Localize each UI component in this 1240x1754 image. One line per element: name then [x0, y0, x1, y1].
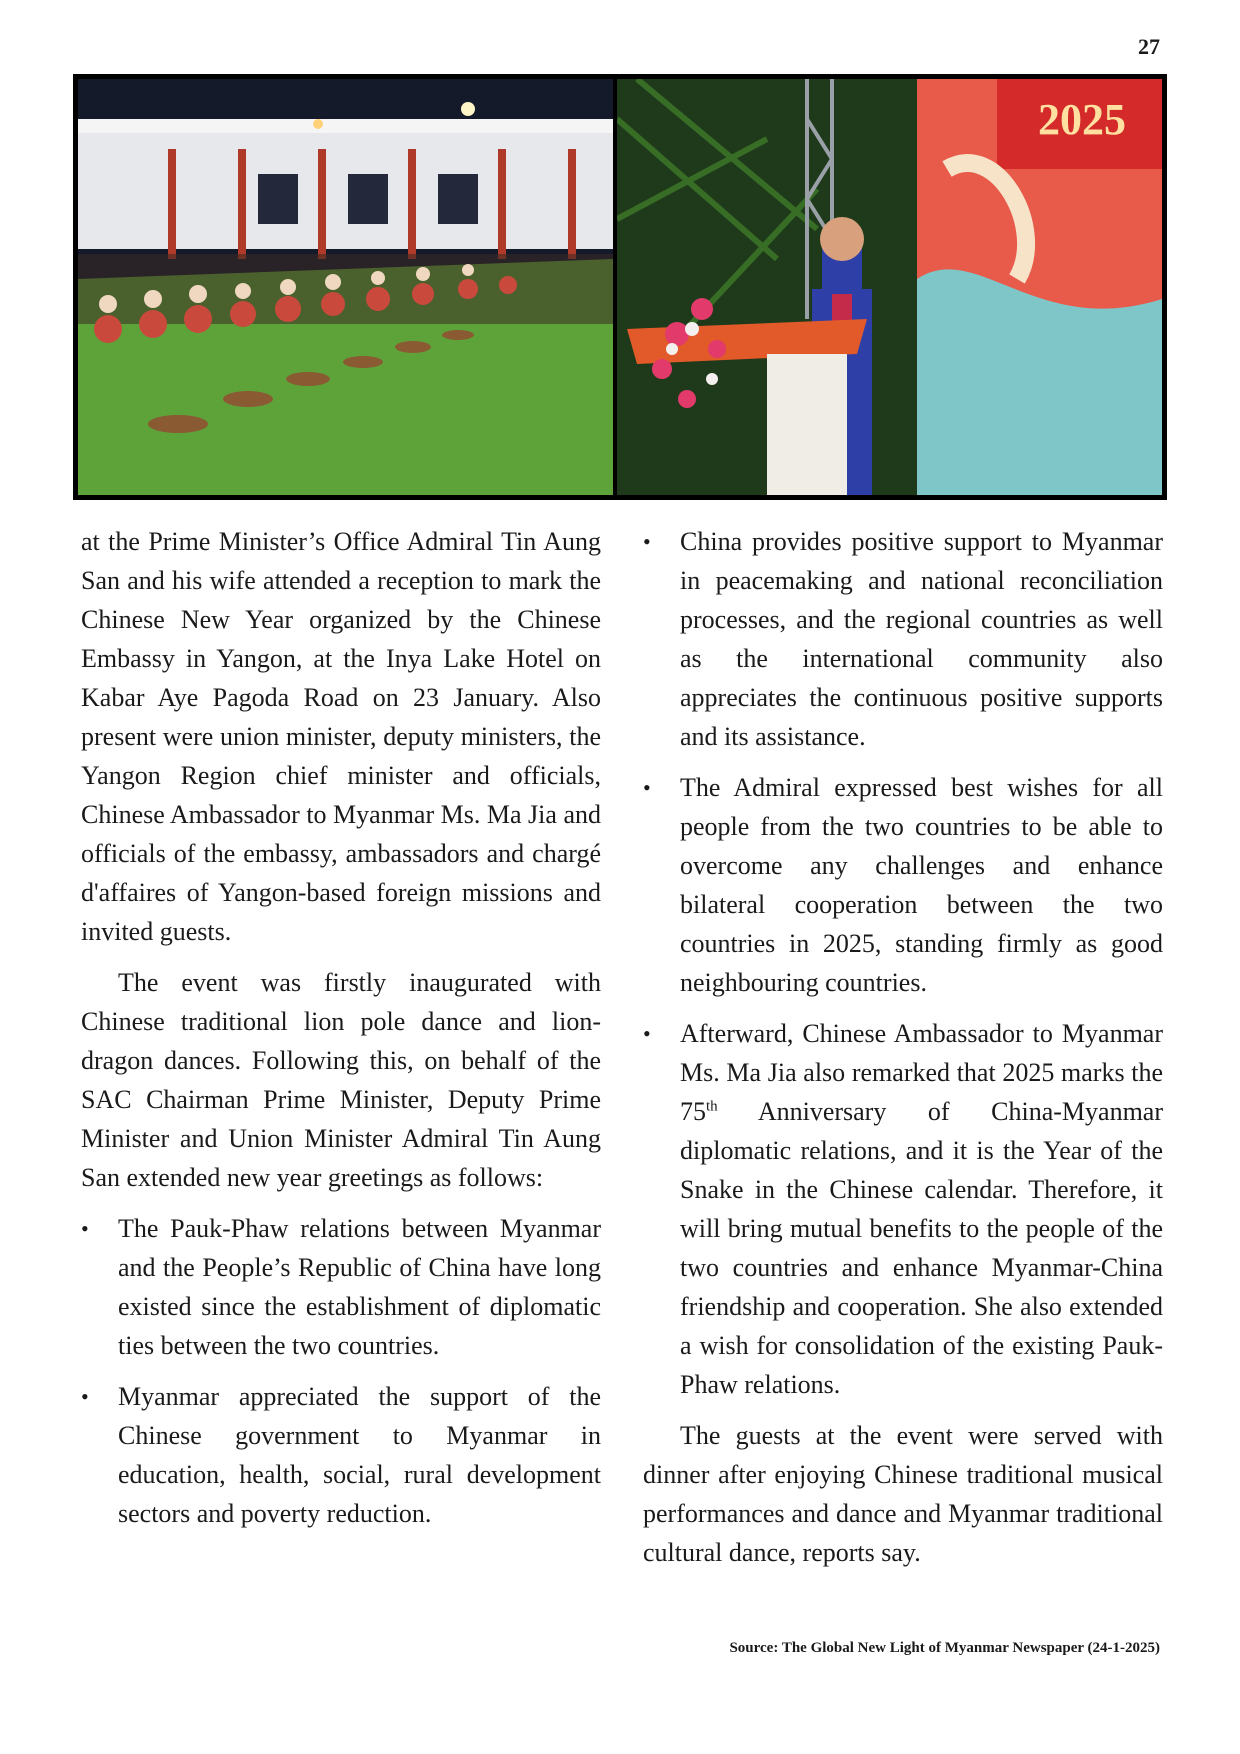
bullet-text: [680, 1019, 1163, 1399]
bullet-text-part: Anniversary of China-Myanmar diplomatic relations, and it is the Year of the Snake in the Chinese calendar. Therefore, it will bring mutual benefits to the people of the two countries and enhance Myanmar-China friendship and cooperation. She also extended a wish for consolidation of the existing Pauk-Phaw relations.: [680, 1097, 1163, 1399]
list-item: [643, 768, 1163, 1002]
bullet-icon: •: [643, 529, 651, 554]
bullet-icon: •: [81, 1216, 89, 1241]
photo-strip: [73, 74, 1167, 500]
bullet-icon: •: [643, 1021, 651, 1046]
ordinal-suffix: th: [706, 1098, 718, 1115]
intro-paragraph: at the Prime Minister’s Office Admiral Tin Aung San and his wife attended a reception to mark the Chinese New Year organized by the Chinese Embassy in Yangon, at the Inya Lake Hotel on Kabar Aye Pagoda Road on 23 January. Also present were union minister, deputy ministers, the Yangon Region chief minister and officials, Chinese Ambassador to Myanmar Ms. Ma Jia and officials of the embassy, ambassadors and chargé d'affaires of Yangon-based foreign missions and invited guests.: [81, 527, 601, 946]
list-item: [81, 1377, 601, 1533]
right-bullet-list: [643, 522, 1163, 1404]
list-item: [643, 522, 1163, 756]
bullet-text: China provides positive support to Myanmar in peacemaking and national reconciliation processes, and the regional countries as well as the international community also appreciates the continuous positive supports and its assistance.: [680, 527, 1163, 751]
article-body: [81, 522, 1163, 1584]
right-column: [643, 522, 1163, 1584]
bullet-text-part: Afterward, Chinese Ambassador to Myanmar Ms. Ma Jia also remarked that 2025 marks the 75: [680, 1019, 1163, 1126]
event-paragraph: The event was firstly inaugurated with Chinese traditional lion pole dance and lion-dragon dances. Following this, on behalf of the SAC Chairman Prime Minister, Deputy Prime Minister and Union Minister Admiral Tin Aung San extended new year greetings as follows:: [81, 968, 601, 1192]
bullet-text: Myanmar appreciated the support of the Chinese government to Myanmar in education, health, social, rural development sectors and poverty reduction.: [118, 1382, 601, 1528]
closing-paragraph: The guests at the event were served with dinner after enjoying Chinese traditional musical performances and dance and Myanmar traditional cultural dance, reports say.: [643, 1421, 1163, 1567]
bullet-icon: •: [643, 775, 651, 800]
banner-year-text: 2025: [1038, 95, 1126, 144]
bullet-icon: •: [81, 1384, 89, 1409]
list-item: [81, 1209, 601, 1365]
reception-audience-photo: [78, 79, 613, 495]
bullet-text: The Admiral expressed best wishes for all people from the two countries to be able to overcome any challenges and enhance bilateral cooperation between the two countries in 2025, standing firmly as good neighbouring countries.: [680, 773, 1163, 997]
list-item: [643, 1014, 1163, 1404]
bullet-text: The Pauk-Phaw relations between Myanmar and the People’s Republic of China have long existed since the establishment of diplomatic ties between the two countries.: [118, 1214, 601, 1360]
source-credit: Source: The Global New Light of Myanmar Newspaper (24-1-2025): [729, 1640, 1160, 1656]
left-bullet-list: [81, 1209, 601, 1533]
left-column: [81, 522, 601, 1584]
page-number: 27: [1138, 34, 1160, 59]
ambassador-podium-photo: [617, 79, 1162, 495]
